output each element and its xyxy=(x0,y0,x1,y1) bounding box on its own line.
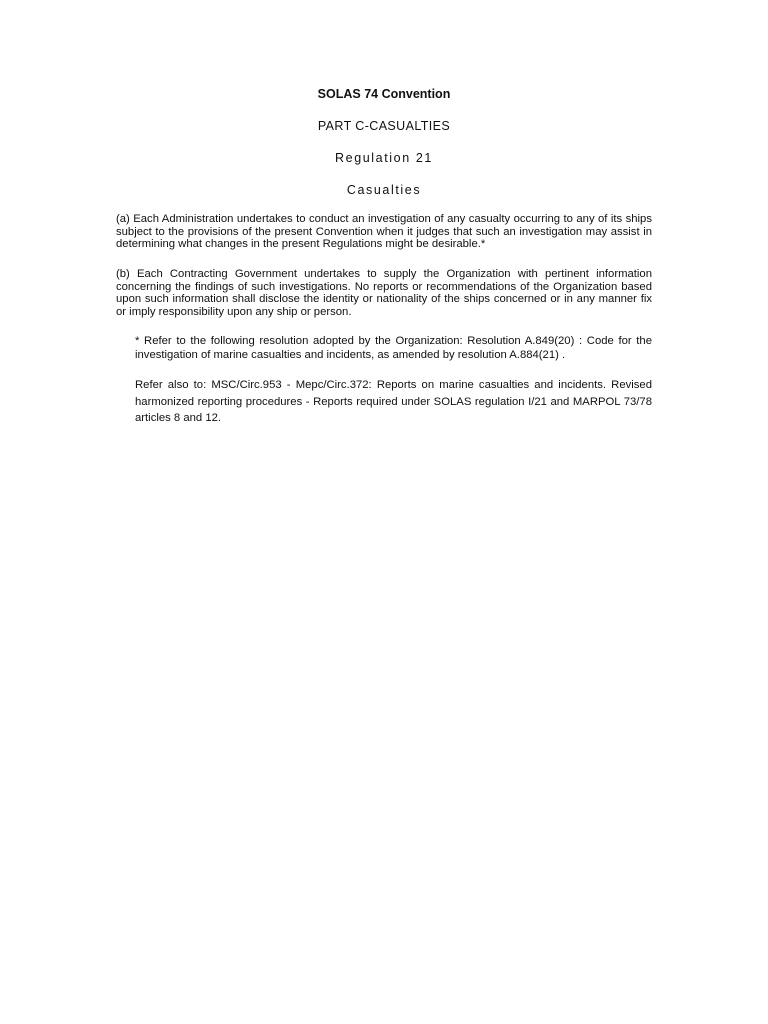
part-heading: PART C-CASUALTIES xyxy=(317,119,451,133)
regulation-heading: Regulation 21 xyxy=(335,151,433,165)
paragraph-b: (b) Each Contracting Government undertakes to supply the Organization with pertinent information concerning the findings of such investigations. No reports or recommendations of the Organization based upon such information shall disclose the identity or nationality of the ships concerned or in any manner fix or imply responsibility upon any ship or person. xyxy=(116,268,652,318)
refer-also-note: Refer also to: MSC/Circ.953 - Mepc/Circ.372: Reports on marine casualties and incidents. Revised harmonized reporting procedures - Reports required under SOLAS regulation I/21 and MARPOL 73/78 articles 8 and 12. xyxy=(135,379,652,424)
document-title: SOLAS 74 Convention xyxy=(317,87,451,101)
footnote: * Refer to the following resolution adopted by the Organization: Resolution A.849(20) : Code for the investigation of marine casualties and incidents, as amended by resolution A.884(21) . xyxy=(135,335,652,361)
paragraph-a: (a) Each Administration undertakes to conduct an investigation of any casualty occurring to any of its ships subject to the provisions of the present Convention when it judges that such an investigation may assist in determining what changes in the present Regulations might be desirable.* xyxy=(116,213,652,251)
subject-heading: Casualties xyxy=(346,183,422,197)
